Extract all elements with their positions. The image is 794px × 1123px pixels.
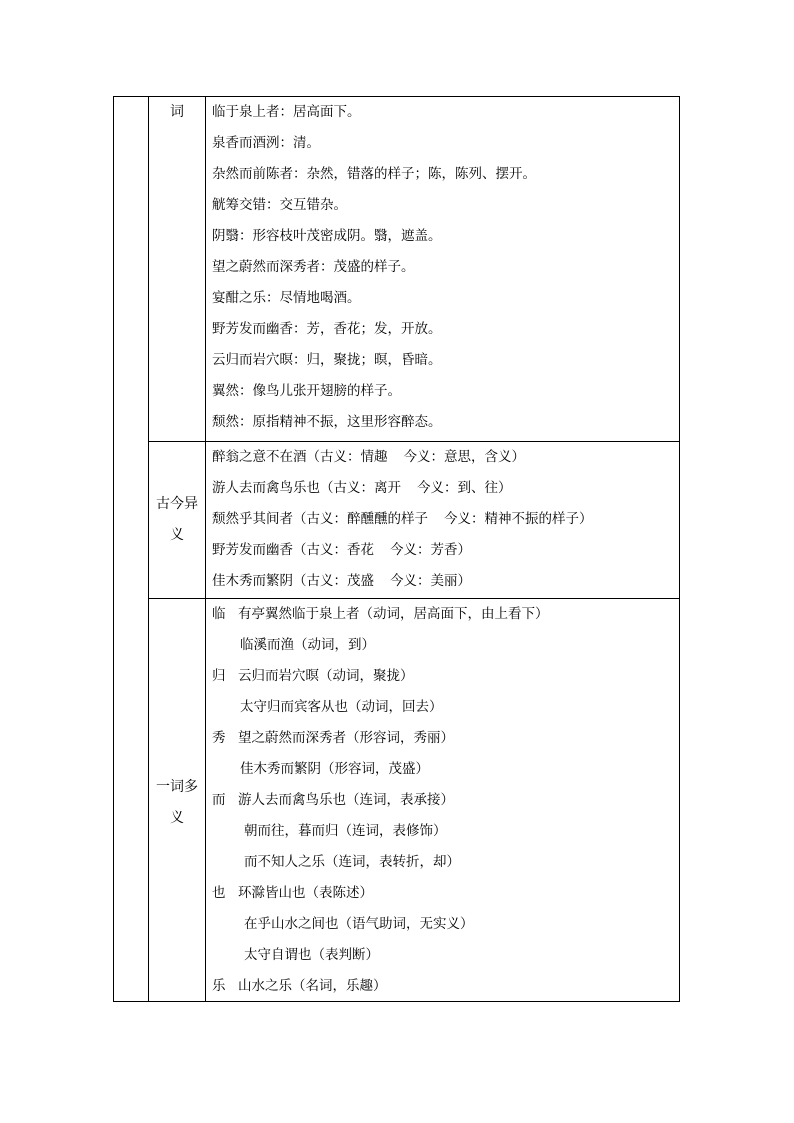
list-item: 临 有亭翼然临于泉上者（动词，居高面下，由上看下） — [212, 606, 549, 622]
list-item: 觥筹交错：交互错杂。 — [212, 197, 347, 213]
list-item: 秀 望之蔚然而深秀者（形容词，秀丽） — [212, 730, 454, 746]
list-item: 泉香而酒洌：清。 — [212, 135, 320, 151]
row-label-word: 词 — [149, 97, 206, 441]
list-item: 朝而往，暮而归（连词，表修饰） — [244, 823, 447, 839]
list-item: 临于泉上者：居高面下。 — [212, 104, 361, 120]
list-item: 也 环滁皆山也（表陈述） — [212, 885, 373, 901]
list-item: 归 云归而岩穴暝（动词，聚拢） — [212, 668, 414, 684]
list-item: 颓然乎其间者（古义：醉醺醺的样子 今义：精神不振的样子） — [212, 511, 593, 527]
list-item: 野芳发而幽香：芳，香花；发，开放。 — [212, 321, 442, 337]
vocabulary-table — [113, 96, 680, 1002]
list-item: 野芳发而幽香（古义：香花 今义：芳香） — [212, 542, 471, 558]
list-item: 临溪而渔（动词，到） — [240, 637, 375, 653]
list-item: 颓然：原指精神不振，这里形容醉态。 — [212, 414, 442, 430]
list-item: 乐 山水之乐（名词，乐趣） — [212, 978, 387, 994]
ancient-modern-list — [206, 442, 679, 598]
list-item: 宴酣之乐：尽情地喝酒。 — [212, 290, 361, 306]
row-word-meanings — [149, 97, 679, 441]
list-item: 游人去而禽鸟乐也（古义：离开 今义：到、往） — [212, 480, 512, 496]
row-label-polysemy: 一词多 义 — [149, 599, 206, 1001]
list-item: 太守自谓也（表判断） — [244, 947, 379, 963]
list-item: 翼然：像鸟儿张开翅膀的样子。 — [212, 383, 401, 399]
polysemy-list — [206, 599, 679, 1001]
list-item: 望之蔚然而深秀者：茂盛的样子。 — [212, 259, 415, 275]
blank-first-column — [114, 97, 149, 1001]
row-label-ancient-modern: 古今异 义 — [149, 442, 206, 598]
list-item: 在乎山水之间也（语气助词，无实义） — [244, 916, 474, 932]
list-item: 云归而岩穴暝：归，聚拢；暝，昏暗。 — [212, 352, 442, 368]
list-item: 而 游人去而禽鸟乐也（连词，表承接） — [212, 792, 454, 808]
list-item: 阴翳：形容枝叶茂密成阴。翳，遮盖。 — [212, 228, 442, 244]
list-item: 杂然而前陈者：杂然，错落的样子；陈，陈列、摆开。 — [212, 166, 536, 182]
list-item: 而不知人之乐（连词，表转折，却） — [244, 854, 460, 870]
word-meaning-list — [206, 97, 679, 441]
list-item: 醉翁之意不在酒（古义：情趣 今义：意思，含义） — [212, 449, 525, 465]
list-item: 佳木秀而繁阴（古义：茂盛 今义：美丽） — [212, 573, 471, 589]
list-item: 佳木秀而繁阴（形容词，茂盛） — [240, 761, 429, 777]
list-item: 太守归而宾客从也（动词，回去） — [240, 699, 443, 715]
row-ancient-modern-meaning — [149, 441, 679, 598]
row-polysemy — [149, 598, 679, 1001]
